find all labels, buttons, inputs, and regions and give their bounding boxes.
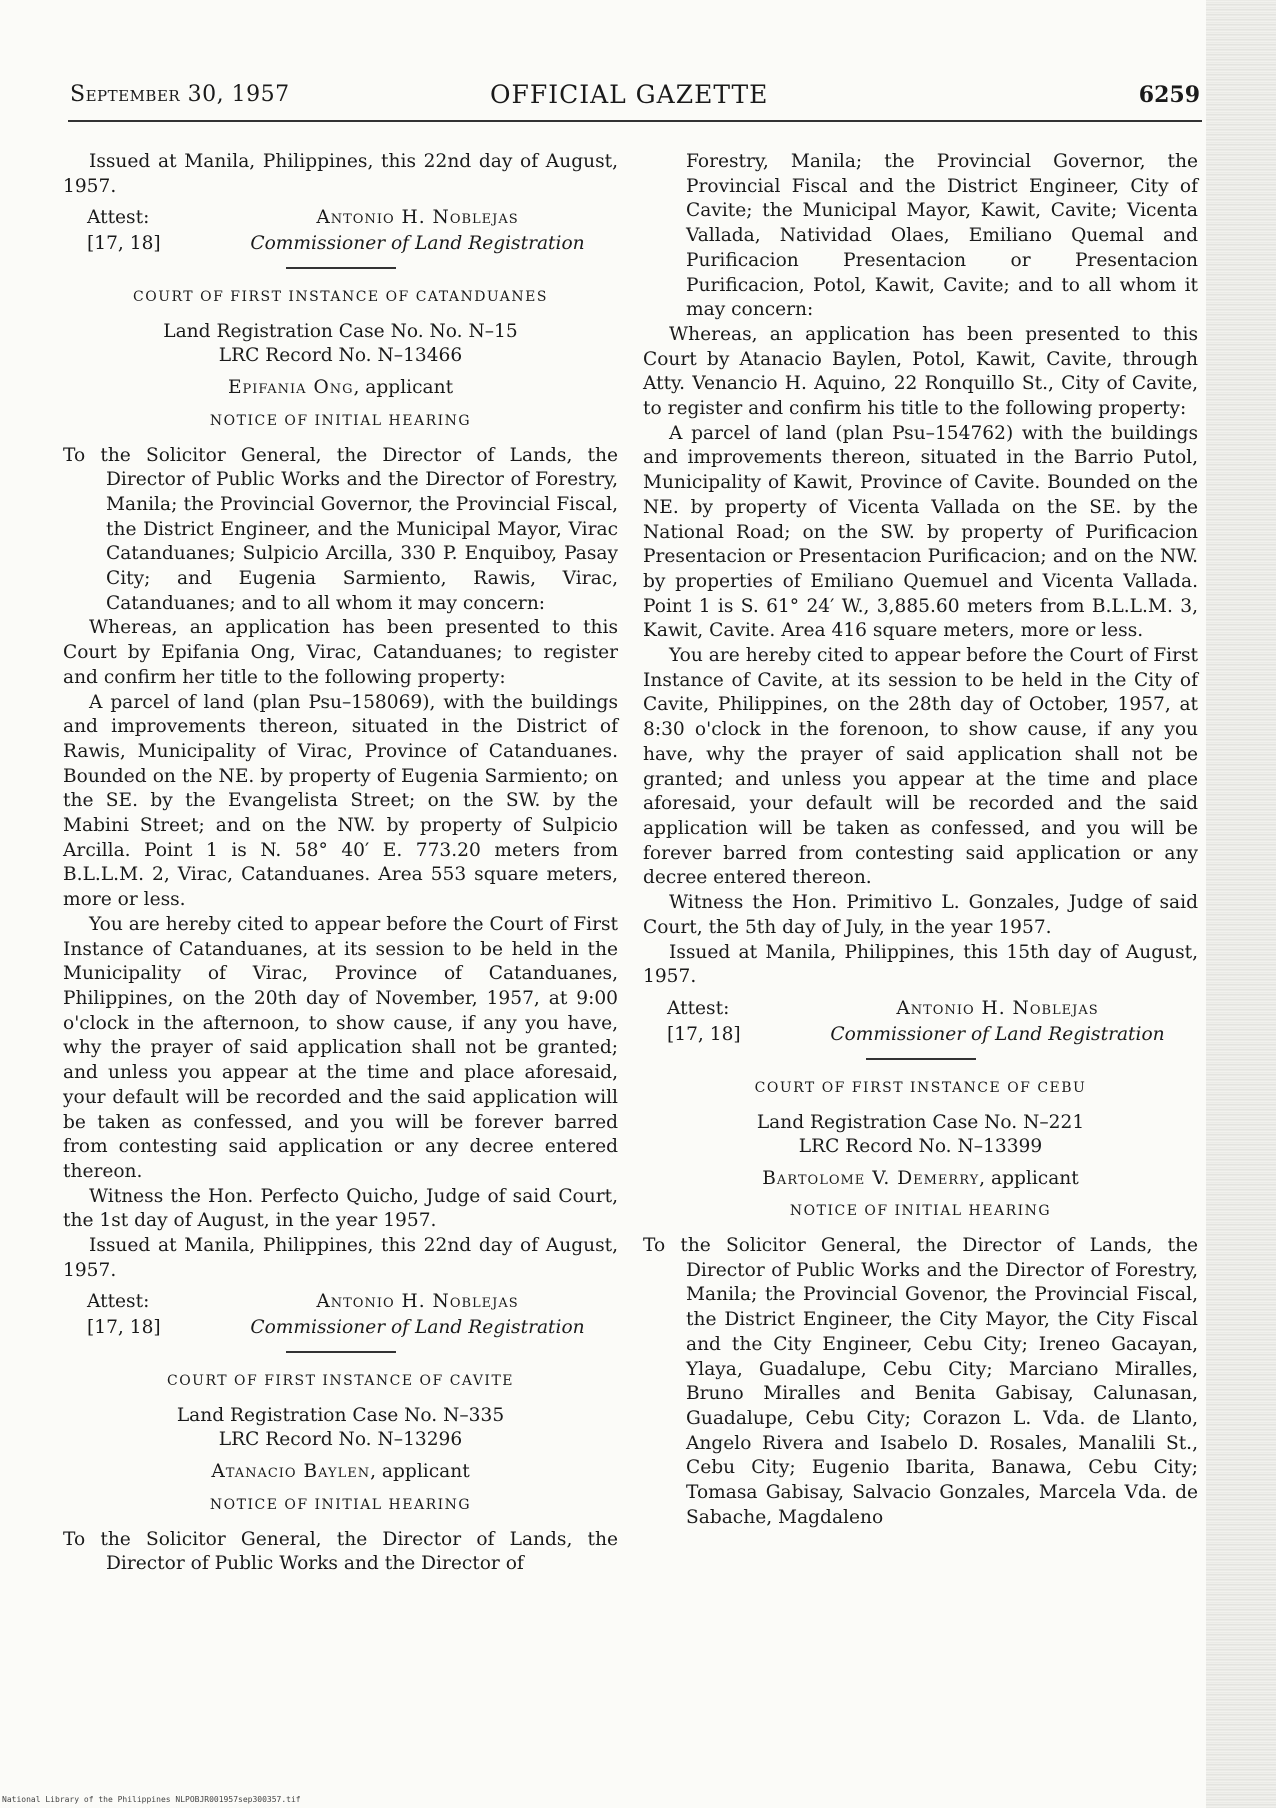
- parcel-paragraph: A parcel of land (plan Psu–158069), with the buildings and improvements thereon, situated in the District of Rawis, Municipality of Virac, Province of Catanduanes. Bounded on the NE. by property of Eugenia Sarmiento; on the SE. by the Evangelista Street; on the SW. by the Mabini Street; and on the NW. by property of Sulpicio Arcilla. Point 1 is N. 58° 40′ E. 773.20 meters from B.L.L.M. 2, Virac, Catanduanes. Area 553 square meters, more or less.: [63, 691, 618, 911]
- scan-footer: National Library of the Philippines NLPOBJR001957sep300357.tif: [2, 1795, 301, 1804]
- attest-block: [63, 205, 618, 257]
- applicant-line: Epifania Ong, applicant: [227, 377, 454, 399]
- case-number: Land Registration Case No. N–221 LRC Record No. N–13399: [756, 1111, 1085, 1157]
- addressees: To the Solicitor General, the Director of Lands, the Director of Public Works and the Director of Forestry, Manila; the Provincial Govenor, the Provincial Fiscal, the District Engineer, the City Mayor, the City Fiscal and the City Engineer, Cebu City; Ireneo Gacayan, Ylaya, Guadalupe, Cebu City; Marciano Miralles, Bruno Miralles and Benita Gabisay, Calunasan, Guadalupe, Cebu City; Corazon L. Vda. de Llanto, Angelo Rivera and Isabelo D. Rosales, Manalili St., Cebu City; Eugenio Ibarita, Banawa, Cebu City; Tomasa Gabisay, Salvacio Gonzales, Marcela Vda. de Sabache, Magdaleno: [643, 1235, 1198, 1528]
- applicant-line: Atanacio Baylen, applicant: [211, 1461, 470, 1483]
- divider: [286, 1351, 396, 1353]
- divider: [286, 267, 396, 269]
- addressees: To the Solicitor General, the Director of Lands, the Director of Public Works and the Director of: [63, 1528, 618, 1575]
- addressees: To the Solicitor General, the Director of Lands, the Director of Public Works and the Director of Forestry, Manila; the Provincial Governor, the Provincial Fiscal, the District Engineer, and the Municipal Mayor, Virac Catanduanes; Sulpicio Arcilla, 330 P. Enquiboy, Pasay City; and Eugenia Sarmiento, Rawis, Virac, Catanduanes; and to all whom it may concern:: [63, 444, 618, 614]
- issued-paragraph: Issued at Manila, Philippines, this 15th day of August, 1957.: [643, 941, 1198, 988]
- gazette-title: OFFICIAL GAZETTE: [490, 80, 769, 109]
- page-header: [70, 82, 1200, 114]
- notice-heading: NOTICE OF INITIAL HEARING: [209, 412, 472, 429]
- right-column: [643, 150, 1198, 1530]
- attest-name: Antonio H. Noblejas: [896, 997, 1099, 1019]
- issued-top: Issued at Manila, Philippines, this 22nd day of August, 1957.: [63, 151, 618, 197]
- attest-ref: [17, 18]: [667, 1023, 741, 1045]
- cited-paragraph: You are hereby cited to appear before the Court of First Instance of Cavite, at its session to be held in the City of Cavite, Philippines, on the 28th day of October, 1957, at 8:30 o'clock in the forenoon, to show cause, if any you have, why the prayer of said application shall not be granted; and unless you appear at the time and place aforesaid, your default will be recorded and the said application will be taken as confessed, and you will be forever barred from contesting said application or any decree entered thereon.: [643, 645, 1198, 889]
- witness-paragraph: Witness the Hon. Primitivo L. Gonzales, Judge of said Court, the 5th day of July, in the year 1957.: [643, 892, 1198, 938]
- addressees-continued: Forestry, Manila; the Provincial Governor, the Provincial Fiscal and the District Engineer, City of Cavite; the Municipal Mayor, Kawit, Cavite; Vicenta Vallada, Natividad Olaes, Emiliano Quemal and Purificacion Presentacion or Presentacion Purificacion, Potol, Kawit, Cavite; and to all whom it may concern:: [686, 151, 1198, 321]
- applicant-line: Bartolome V. Demerry, applicant: [762, 1167, 1079, 1189]
- attest-label: Attest:: [87, 1291, 150, 1313]
- left-column: [63, 150, 618, 1577]
- attest-block: [63, 1289, 618, 1341]
- whereas-paragraph: Whereas, an application has been presented to this Court by Epifania Ong, Virac, Catanduanes; to register and confirm her title to the following property:: [63, 617, 618, 688]
- attest-ref: [17, 18]: [87, 233, 161, 255]
- court-heading: COURT OF FIRST INSTANCE OF CAVITE: [166, 1373, 515, 1390]
- attest-block: [643, 996, 1198, 1048]
- notice-heading: NOTICE OF INITIAL HEARING: [209, 1496, 472, 1513]
- case-number: Land Registration Case No. N–335 LRC Record No. N–13296: [176, 1405, 505, 1451]
- attest-title: Commissioner of Land Registration: [250, 233, 585, 255]
- parcel-paragraph: A parcel of land (plan Psu–154762) with the buildings and improvements thereon, situated in the Barrio Putol, Municipality of Kawit, Province of Cavite. Bounded on the NE. by property of Vicenta Vallada on the SE. by the National Road; on the SW. by property of Purificacion Presentacion or Presentacion Purificacion; and on the NW. by properties of Emiliano Quemuel and Vicenta Vallada. Point 1 is S. 61° 24′ W., 3,885.60 meters from B.L.L.M. 3, Kawit, Cavite. Area 416 square meters, more or less.: [643, 422, 1198, 642]
- header-rule: [68, 120, 1202, 122]
- witness-paragraph: Witness the Hon. Perfecto Quicho, Judge of said Court, the 1st day of August, in the year 1957.: [63, 1185, 618, 1232]
- attest-label: Attest:: [87, 207, 150, 229]
- case-number: Land Registration Case No. No. N–15 LRC Record No. N–13466: [163, 321, 518, 367]
- attest-name: Antonio H. Noblejas: [316, 207, 519, 229]
- header-date: September 30, 1957: [70, 82, 290, 107]
- whereas-paragraph: Whereas, an application has been presented to this Court by Atanacio Baylen, Potol, Kawit, Cavite, through Atty. Venancio H. Aquino, 22 Ronquillo St., City of Cavite, to register and confirm his title to the following property:: [643, 323, 1198, 420]
- attest-title: Commissioner of Land Registration: [830, 1023, 1165, 1045]
- attest-label: Attest:: [667, 997, 730, 1019]
- issued-paragraph: Issued at Manila, Philippines, this 22nd day of August, 1957.: [63, 1235, 618, 1281]
- notice-heading: NOTICE OF INITIAL HEARING: [789, 1203, 1052, 1220]
- cited-paragraph: You are hereby cited to appear before the Court of First Instance of Catanduanes, at its session to be held in the Municipality of Virac, Province of Catanduanes, Philippines, on the 20th day of November, 1957, at 9:00 o'clock in the afternoon, to show cause, if any you have, why the prayer of said application shall not be granted; and unless you appear at the time and place aforesaid, your default will be recorded and the said application will be taken as confessed, and you will be forever barred from contesting said application or any decree entered thereon.: [63, 913, 618, 1182]
- court-heading: COURT OF FIRST INSTANCE OF CATANDUANES: [133, 289, 548, 306]
- page-number: 6259: [1138, 82, 1200, 108]
- attest-title: Commissioner of Land Registration: [250, 1317, 585, 1339]
- scan-noise-edge: [1206, 0, 1276, 1808]
- court-heading: COURT OF FIRST INSTANCE OF CEBU: [754, 1079, 1087, 1096]
- divider: [866, 1058, 976, 1060]
- attest-name: Antonio H. Noblejas: [316, 1291, 519, 1313]
- attest-ref: [17, 18]: [87, 1317, 161, 1339]
